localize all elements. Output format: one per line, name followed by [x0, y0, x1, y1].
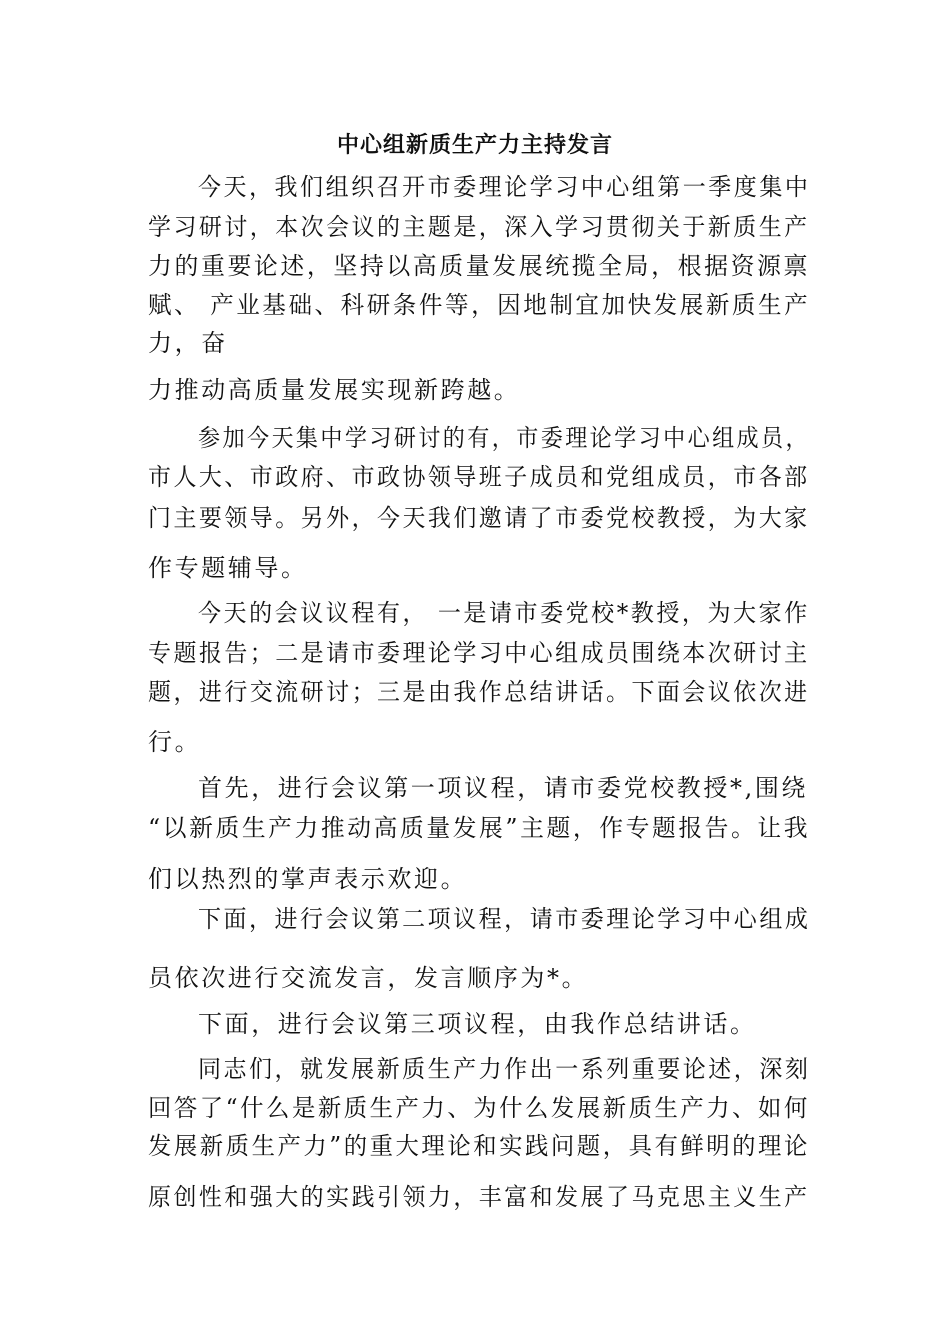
- text-line: 力的重要论述，坚持以高质量发展统揽全局，根据资源禀: [148, 252, 811, 280]
- text-line: 题，进行交流研讨；三是由我作总结讲话。下面会议依次进: [148, 678, 810, 706]
- document-title: 中心组新质生产力主持发言: [336, 132, 613, 158]
- text-line: 首先，进行会议第一项议程，请市委党校教授*,围绕: [198, 774, 809, 802]
- text-line: 员依次进行交流发言，发言顺序为*。: [148, 964, 589, 992]
- text-line: 下面，进行会议第二项议程，请市委理论学习中心组成: [198, 905, 811, 933]
- text-line: 学习研讨，本次会议的主题是，深入学习贯彻关于新质生产: [148, 213, 810, 241]
- text-line: 赋、 产业基础、科研条件等，因地制宜加快发展新质生产: [148, 291, 811, 319]
- text-line: 原创性和强大的实践引领力，丰富和发展了马克思主义生产: [148, 1183, 810, 1211]
- text-line: 行。: [148, 728, 202, 756]
- text-line: 今天，我们组织召开市委理论学习中心组第一季度集中: [198, 173, 811, 201]
- text-line: 专题报告；二是请市委理论学习中心组成员围绕本次研讨主: [148, 639, 810, 667]
- text-line: “以新质生产力推动高质量发展”主题，作专题报告。让我: [148, 814, 811, 842]
- text-line: 力，奋: [148, 329, 228, 357]
- text-line: 今天的会议议程有， 一是请市委党校*教授，为大家作: [198, 599, 810, 627]
- text-line: 发展新质生产力”的重大理论和实践问题，具有鲜明的理论: [148, 1132, 810, 1160]
- text-line: 作专题辅导。: [148, 554, 308, 582]
- text-line: 下面，进行会议第三项议程，由我作总结讲话。: [198, 1010, 757, 1038]
- text-line: 力推动高质量发展实现新跨越。: [148, 376, 521, 404]
- text-line: 同志们，就发展新质生产力作出一系列重要论述，深刻: [198, 1055, 811, 1083]
- text-line: 门主要领导。另外，今天我们邀请了市委党校教授，为大家: [148, 504, 810, 532]
- text-line: 回答了“什么是新质生产力、为什么发展新质生产力、如何: [148, 1094, 810, 1122]
- text-line: 参加今天集中学习研讨的有，市委理论学习中心组成员，: [198, 424, 810, 452]
- text-line: 们以热烈的掌声表示欢迎。: [148, 865, 468, 893]
- text-line: 市人大、市政府、市政协领导班子成员和党组成员，市各部: [148, 463, 810, 491]
